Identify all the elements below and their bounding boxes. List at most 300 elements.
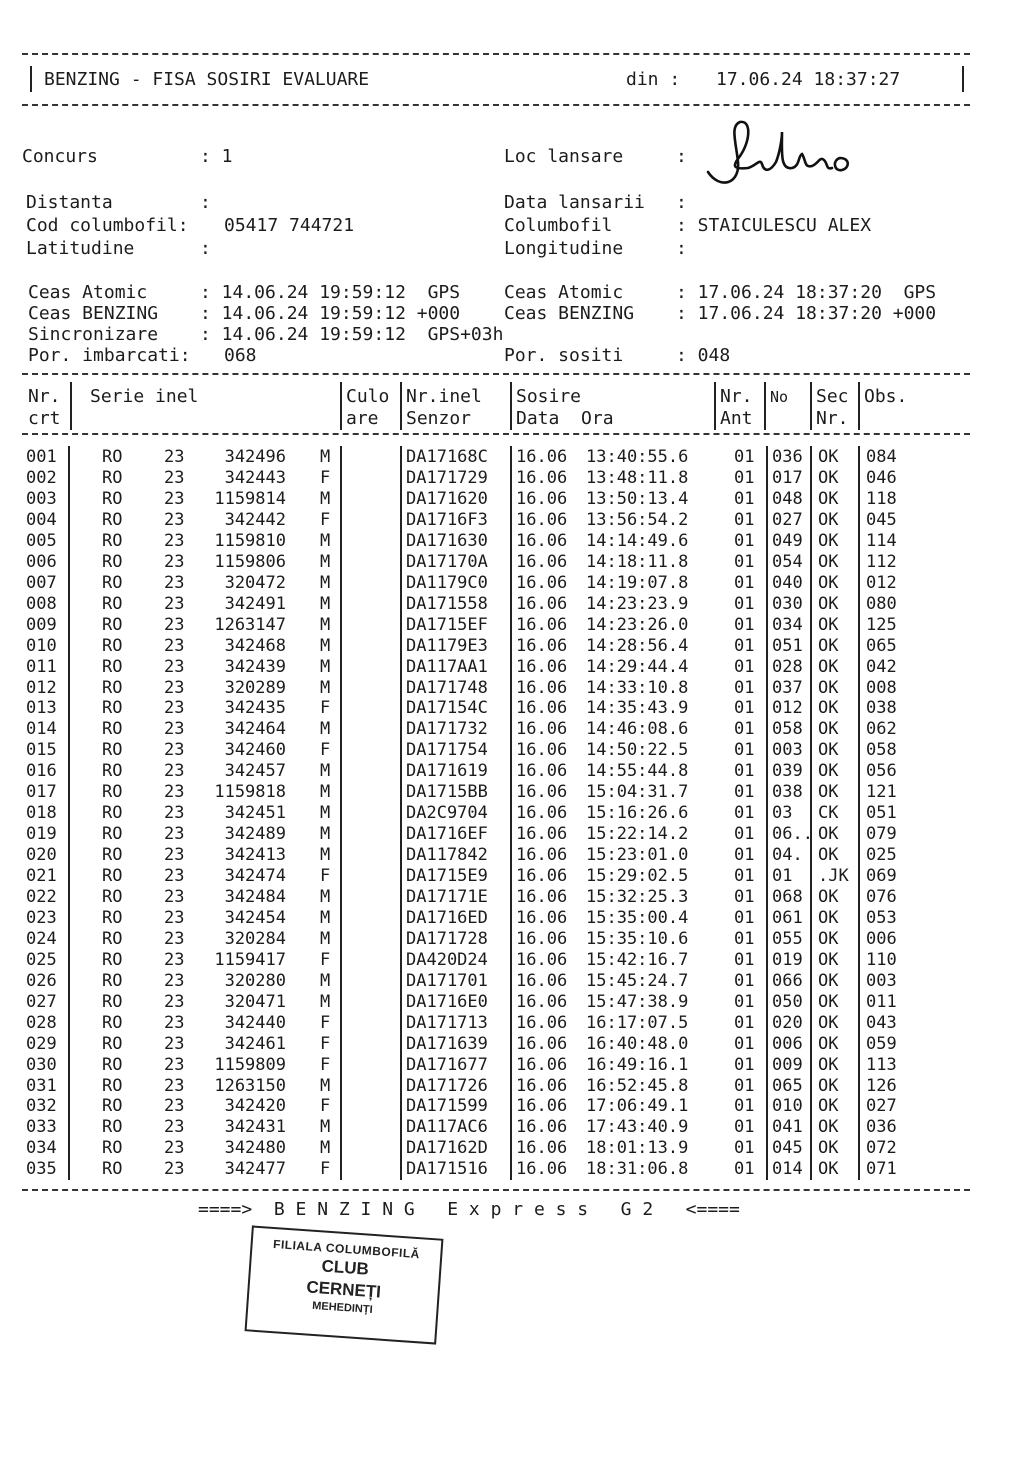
cell-obs: 069 <box>866 866 897 886</box>
cell-sex: M <box>320 551 331 572</box>
cell-year: 23 <box>164 530 185 551</box>
cell-ant: 01 <box>734 530 755 551</box>
col-nrant-b: Ant <box>720 408 753 429</box>
cell-ring: 342460 <box>224 740 286 761</box>
data-lansarii-value: : <box>676 192 687 213</box>
cell-no: 028 <box>772 656 803 677</box>
cell-year: 23 <box>164 635 185 656</box>
cell-ring: 342420 <box>224 1096 286 1117</box>
cell-obs: 126 <box>866 1075 897 1096</box>
cell-ant: 01 <box>734 1012 755 1033</box>
cell-nr: 014 <box>26 719 57 740</box>
cell-sec: OK <box>818 593 839 614</box>
cell-time: 14:29:44.4 <box>586 656 689 677</box>
table-row <box>0 887 1024 908</box>
cell-sex: F <box>320 740 331 761</box>
cell-country: RO <box>102 803 123 824</box>
table-top-dashed-rule <box>22 373 970 375</box>
cell-no: 020 <box>772 1012 803 1033</box>
cell-no: 045 <box>772 1138 803 1159</box>
cell-nr: 017 <box>26 782 57 803</box>
cell-ring: 342496 <box>224 447 286 467</box>
cell-date: 16.06 <box>516 928 568 949</box>
col-obs: Obs. <box>864 386 908 407</box>
cell-no: 003 <box>772 740 803 761</box>
cell-sec: OK <box>818 467 839 488</box>
cell-nr: 032 <box>26 1096 57 1117</box>
cell-year: 23 <box>164 719 185 740</box>
cell-nr: 008 <box>26 593 57 614</box>
cell-time: 15:35:10.6 <box>586 928 689 949</box>
cell-date: 16.06 <box>516 698 568 719</box>
cell-sex: M <box>320 656 331 677</box>
cell-sex: M <box>320 761 331 782</box>
cell-nr: 015 <box>26 740 57 761</box>
cell-date: 16.06 <box>516 887 568 907</box>
cell-sensor: DA1179C0 <box>406 572 488 593</box>
stamp-line4: MEHEDINȚI <box>311 1299 373 1317</box>
cell-year: 23 <box>164 467 185 488</box>
cell-sensor: DA171677 <box>406 1054 488 1075</box>
cell-nr: 027 <box>26 991 57 1012</box>
cell-no: 048 <box>772 488 803 509</box>
cell-sex: F <box>320 698 331 719</box>
cell-nr: 009 <box>26 614 57 635</box>
table-row <box>0 489 1024 510</box>
cell-obs: 080 <box>866 593 897 614</box>
cell-obs: 072 <box>866 1138 897 1159</box>
cell-no: 068 <box>772 887 803 907</box>
cell-obs: 059 <box>866 1033 897 1054</box>
cell-time: 16:40:48.0 <box>586 1033 689 1054</box>
cell-country: RO <box>102 991 123 1012</box>
cell-year: 23 <box>164 761 185 782</box>
cell-date: 16.06 <box>516 488 568 509</box>
cell-year: 23 <box>164 1075 185 1096</box>
cell-sec: OK <box>818 949 839 970</box>
cell-country: RO <box>102 824 123 845</box>
cell-nr: 011 <box>26 656 57 677</box>
cell-time: 13:56:54.2 <box>586 509 689 530</box>
cell-obs: 027 <box>866 1096 897 1117</box>
cell-ring: 342442 <box>224 509 286 530</box>
cell-sex: F <box>320 1096 331 1117</box>
cell-year: 23 <box>164 803 185 824</box>
cell-sensor: DA171729 <box>406 467 488 488</box>
cell-country: RO <box>102 656 123 677</box>
cell-year: 23 <box>164 551 185 572</box>
table-row <box>0 719 1024 740</box>
cell-sensor: DA171754 <box>406 740 488 761</box>
table-row <box>0 845 1024 866</box>
cell-nr: 006 <box>26 551 57 572</box>
cell-country: RO <box>102 1075 123 1096</box>
cell-no: 034 <box>772 614 803 635</box>
sep-hdr-senzor <box>510 382 512 430</box>
cell-date: 16.06 <box>516 824 568 845</box>
cell-sec: OK <box>818 698 839 719</box>
cell-year: 23 <box>164 907 185 928</box>
cell-ant: 01 <box>734 1075 755 1096</box>
cell-sensor: DA17168C <box>406 447 488 467</box>
cell-sex: M <box>320 782 331 803</box>
cell-time: 14:23:23.9 <box>586 593 689 614</box>
cell-year: 23 <box>164 866 185 886</box>
cell-time: 14:46:08.6 <box>586 719 689 740</box>
cell-obs: 043 <box>866 1012 897 1033</box>
col-nrinel-b: Senzor <box>406 408 472 429</box>
cell-time: 15:45:24.7 <box>586 970 689 991</box>
cell-ant: 01 <box>734 740 755 761</box>
cell-ring: 342439 <box>224 656 286 677</box>
cell-ant: 01 <box>734 572 755 593</box>
cell-obs: 046 <box>866 467 897 488</box>
cell-sensor: DA171620 <box>406 488 488 509</box>
cell-obs: 076 <box>866 887 897 907</box>
cell-sec: OK <box>818 1117 839 1138</box>
cell-no: 038 <box>772 782 803 803</box>
cell-obs: 008 <box>866 677 897 698</box>
table-row <box>0 698 1024 719</box>
cell-nr: 010 <box>26 635 57 656</box>
cell-no: 054 <box>772 551 803 572</box>
cell-ring: 320280 <box>224 970 286 991</box>
cell-nr: 019 <box>26 824 57 845</box>
sincronizare-value: : 14.06.24 19:59:12 GPS+03h <box>200 324 504 345</box>
cell-sec: OK <box>818 1012 839 1033</box>
cell-obs: 113 <box>866 1054 897 1075</box>
cell-ant: 01 <box>734 1033 755 1054</box>
cell-date: 16.06 <box>516 614 568 635</box>
cell-sex: M <box>320 887 331 907</box>
columbofil-label: Columbofil <box>504 215 613 236</box>
cell-no: 040 <box>772 572 803 593</box>
cell-no: 04. <box>772 845 803 865</box>
cell-date: 16.06 <box>516 467 568 488</box>
cell-obs: 045 <box>866 509 897 530</box>
cell-sec: OK <box>818 970 839 991</box>
cell-sensor: DA171599 <box>406 1096 488 1117</box>
cell-year: 23 <box>164 1033 185 1054</box>
cell-time: 14:19:07.8 <box>586 572 689 593</box>
cell-year: 23 <box>164 1054 185 1075</box>
cell-ring: 1159417 <box>214 949 286 970</box>
cell-sex: M <box>320 824 331 845</box>
cell-country: RO <box>102 1138 123 1159</box>
cell-no: 03 <box>772 803 793 824</box>
table-row <box>0 1159 1024 1180</box>
cell-sex: M <box>320 530 331 551</box>
cell-year: 23 <box>164 1012 185 1033</box>
cell-sex: M <box>320 447 331 467</box>
cell-nr: 029 <box>26 1033 57 1054</box>
cell-nr: 023 <box>26 907 57 928</box>
cell-year: 23 <box>164 887 185 907</box>
col-sec-b: Nr. <box>816 408 849 429</box>
table-bottom-dashed-rule <box>22 1189 970 1191</box>
cell-no: 009 <box>772 1054 803 1075</box>
cell-country: RO <box>102 677 123 698</box>
cell-date: 16.06 <box>516 1054 568 1075</box>
cell-year: 23 <box>164 970 185 991</box>
porumbei-imbarcati-value: 068 <box>224 345 257 366</box>
cell-sex: F <box>320 1054 331 1075</box>
distanta-label: Distanta <box>26 192 113 213</box>
cell-nr: 013 <box>26 698 57 719</box>
cell-ant: 01 <box>734 677 755 698</box>
cell-sensor: DA171726 <box>406 1075 488 1096</box>
table-row <box>0 678 1024 699</box>
cell-time: 14:55:44.8 <box>586 761 689 782</box>
cell-ant: 01 <box>734 824 755 845</box>
cell-time: 14:35:43.9 <box>586 698 689 719</box>
cell-year: 23 <box>164 656 185 677</box>
cell-time: 15:35:00.4 <box>586 907 689 928</box>
cell-ring: 342489 <box>224 824 286 845</box>
cell-ring: 342435 <box>224 698 286 719</box>
cell-ant: 01 <box>734 635 755 656</box>
columbofil-value: : STAICULESCU ALEX <box>676 215 872 236</box>
sep-hdr-culo <box>400 382 402 430</box>
cell-ring: 320472 <box>224 572 286 593</box>
cell-sensor: DA1179E3 <box>406 635 488 656</box>
cell-sex: M <box>320 1117 331 1138</box>
cell-sensor: DA171748 <box>406 677 488 698</box>
cell-nr: 025 <box>26 949 57 970</box>
cell-ring: 320471 <box>224 991 286 1012</box>
loc-lansare-colon: : <box>676 146 687 167</box>
cell-time: 18:01:13.9 <box>586 1138 689 1159</box>
cell-ring: 342491 <box>224 593 286 614</box>
cell-nr: 002 <box>26 467 57 488</box>
cell-country: RO <box>102 447 123 467</box>
cell-year: 23 <box>164 1138 185 1159</box>
table-row <box>0 803 1024 824</box>
cell-sec: CK <box>818 803 839 824</box>
cell-time: 14:18:11.8 <box>586 551 689 572</box>
table-row <box>0 1076 1024 1097</box>
cell-date: 16.06 <box>516 1075 568 1096</box>
cell-sex: M <box>320 677 331 698</box>
table-row <box>0 866 1024 887</box>
cell-nr: 021 <box>26 866 57 886</box>
cell-year: 23 <box>164 447 185 467</box>
table-row <box>0 1138 1024 1159</box>
cell-country: RO <box>102 761 123 782</box>
cell-date: 16.06 <box>516 593 568 614</box>
cell-no: 037 <box>772 677 803 698</box>
cell-year: 23 <box>164 1117 185 1138</box>
table-row <box>0 552 1024 573</box>
cell-nr: 033 <box>26 1117 57 1138</box>
cell-country: RO <box>102 1033 123 1054</box>
sep-hdr-sec <box>858 382 860 430</box>
cell-obs: 025 <box>866 845 897 865</box>
col-culo-a: Culo <box>346 386 390 407</box>
cell-date: 16.06 <box>516 572 568 593</box>
cell-ring: 342457 <box>224 761 286 782</box>
cell-no: 050 <box>772 991 803 1012</box>
table-row <box>0 950 1024 971</box>
cell-ant: 01 <box>734 467 755 488</box>
cell-sec: OK <box>818 677 839 698</box>
cell-ant: 01 <box>734 907 755 928</box>
report-title: BENZING - FISA SOSIRI EVALUARE <box>44 69 370 90</box>
cell-no: 017 <box>772 467 803 488</box>
cell-sec: OK <box>818 635 839 656</box>
cell-ant: 01 <box>734 949 755 970</box>
cell-nr: 007 <box>26 572 57 593</box>
cell-sensor: DA17154C <box>406 698 488 719</box>
cell-sensor: DA117AA1 <box>406 656 488 677</box>
cell-ant: 01 <box>734 1138 755 1159</box>
cell-ant: 01 <box>734 593 755 614</box>
cell-ring: 1263150 <box>214 1075 286 1096</box>
col-sosire-b: Data Ora <box>516 408 614 429</box>
cell-date: 16.06 <box>516 551 568 572</box>
sep-hdr-no <box>810 382 812 430</box>
cell-year: 23 <box>164 1159 185 1180</box>
cell-time: 16:17:07.5 <box>586 1012 689 1033</box>
cell-sec: OK <box>818 447 839 467</box>
cell-sex: M <box>320 1138 331 1159</box>
cell-nr: 022 <box>26 887 57 907</box>
table-row <box>0 1096 1024 1117</box>
latitudine-value: : <box>200 238 211 259</box>
cell-sec: OK <box>818 488 839 509</box>
cell-date: 16.06 <box>516 1138 568 1159</box>
cell-ant: 01 <box>734 845 755 865</box>
distanta-value: : <box>200 192 211 213</box>
table-row <box>0 1013 1024 1034</box>
cell-country: RO <box>102 1096 123 1117</box>
cell-ring: 342464 <box>224 719 286 740</box>
cell-ant: 01 <box>734 656 755 677</box>
cell-sensor: DA117AC6 <box>406 1117 488 1138</box>
cell-ring: 1159818 <box>214 782 286 803</box>
cell-year: 23 <box>164 740 185 761</box>
cell-ring: 342443 <box>224 467 286 488</box>
cell-date: 16.06 <box>516 1096 568 1117</box>
cell-ring: 342474 <box>224 866 286 886</box>
cell-obs: 114 <box>866 530 897 551</box>
cell-sex: F <box>320 1159 331 1180</box>
cell-nr: 024 <box>26 928 57 949</box>
cell-sec: OK <box>818 1054 839 1075</box>
cell-year: 23 <box>164 614 185 635</box>
cell-obs: 012 <box>866 572 897 593</box>
cell-sensor: DA171619 <box>406 761 488 782</box>
cell-sec: OK <box>818 740 839 761</box>
cell-no: 019 <box>772 949 803 970</box>
cell-country: RO <box>102 907 123 928</box>
table-row <box>0 740 1024 761</box>
table-row <box>0 782 1024 803</box>
cell-ant: 01 <box>734 719 755 740</box>
cell-sec: OK <box>818 509 839 530</box>
cell-ring: 320289 <box>224 677 286 698</box>
cell-no: 030 <box>772 593 803 614</box>
cell-sensor: DA1716F3 <box>406 509 488 530</box>
cell-country: RO <box>102 1117 123 1138</box>
cell-country: RO <box>102 1012 123 1033</box>
cell-nr: 031 <box>26 1075 57 1096</box>
cell-sensor: DA1715E9 <box>406 866 488 886</box>
sep-hdr-ant <box>764 382 766 430</box>
cell-year: 23 <box>164 928 185 949</box>
sep-hdr-serie <box>340 382 342 430</box>
cell-time: 17:06:49.1 <box>586 1096 689 1117</box>
cell-country: RO <box>102 740 123 761</box>
cell-obs: 065 <box>866 635 897 656</box>
cell-country: RO <box>102 593 123 614</box>
cell-date: 16.06 <box>516 803 568 824</box>
cell-sex: F <box>320 509 331 530</box>
cell-obs: 112 <box>866 551 897 572</box>
cell-year: 23 <box>164 1096 185 1117</box>
ceas-atomic-end-value: : 17.06.24 18:37:20 GPS <box>676 282 937 303</box>
cell-sex: M <box>320 572 331 593</box>
cell-ant: 01 <box>734 488 755 509</box>
cell-date: 16.06 <box>516 845 568 865</box>
cell-date: 16.06 <box>516 866 568 886</box>
table-row <box>0 447 1024 468</box>
table-row <box>0 510 1024 531</box>
cell-sex: M <box>320 593 331 614</box>
cell-sex: M <box>320 719 331 740</box>
cell-time: 16:49:16.1 <box>586 1054 689 1075</box>
cell-year: 23 <box>164 991 185 1012</box>
cell-sex: M <box>320 991 331 1012</box>
cell-ant: 01 <box>734 991 755 1012</box>
cell-country: RO <box>102 614 123 635</box>
report-date-value: 17.06.24 18:37:27 <box>716 69 901 90</box>
cell-ring: 342480 <box>224 1138 286 1159</box>
cell-country: RO <box>102 1159 123 1180</box>
cell-sec: OK <box>818 1033 839 1054</box>
col-nr-a: Nr. <box>28 386 61 407</box>
cell-obs: 084 <box>866 447 897 467</box>
cell-sensor: DA1715EF <box>406 614 488 635</box>
cell-nr: 012 <box>26 677 57 698</box>
table-row <box>0 992 1024 1013</box>
cell-obs: 118 <box>866 488 897 509</box>
cell-sec: OK <box>818 761 839 782</box>
table-row <box>0 824 1024 845</box>
cell-year: 23 <box>164 593 185 614</box>
cell-sensor: DA171713 <box>406 1012 488 1033</box>
table-row <box>0 971 1024 992</box>
cell-obs: 006 <box>866 928 897 949</box>
cell-ring: 342451 <box>224 803 286 824</box>
cell-sensor: DA171630 <box>406 530 488 551</box>
ceas-atomic-start-label: Ceas Atomic <box>28 282 148 303</box>
cell-date: 16.06 <box>516 509 568 530</box>
cell-country: RO <box>102 887 123 907</box>
cell-date: 16.06 <box>516 635 568 656</box>
cell-country: RO <box>102 1054 123 1075</box>
cell-date: 16.06 <box>516 970 568 991</box>
cell-no: 049 <box>772 530 803 551</box>
cell-ring: 1159806 <box>214 551 286 572</box>
cell-nr: 020 <box>26 845 57 865</box>
cell-no: 010 <box>772 1096 803 1117</box>
cell-year: 23 <box>164 949 185 970</box>
cell-ring: 1159809 <box>214 1054 286 1075</box>
table-row <box>0 615 1024 636</box>
cell-ant: 01 <box>734 866 755 886</box>
cell-ant: 01 <box>734 1054 755 1075</box>
